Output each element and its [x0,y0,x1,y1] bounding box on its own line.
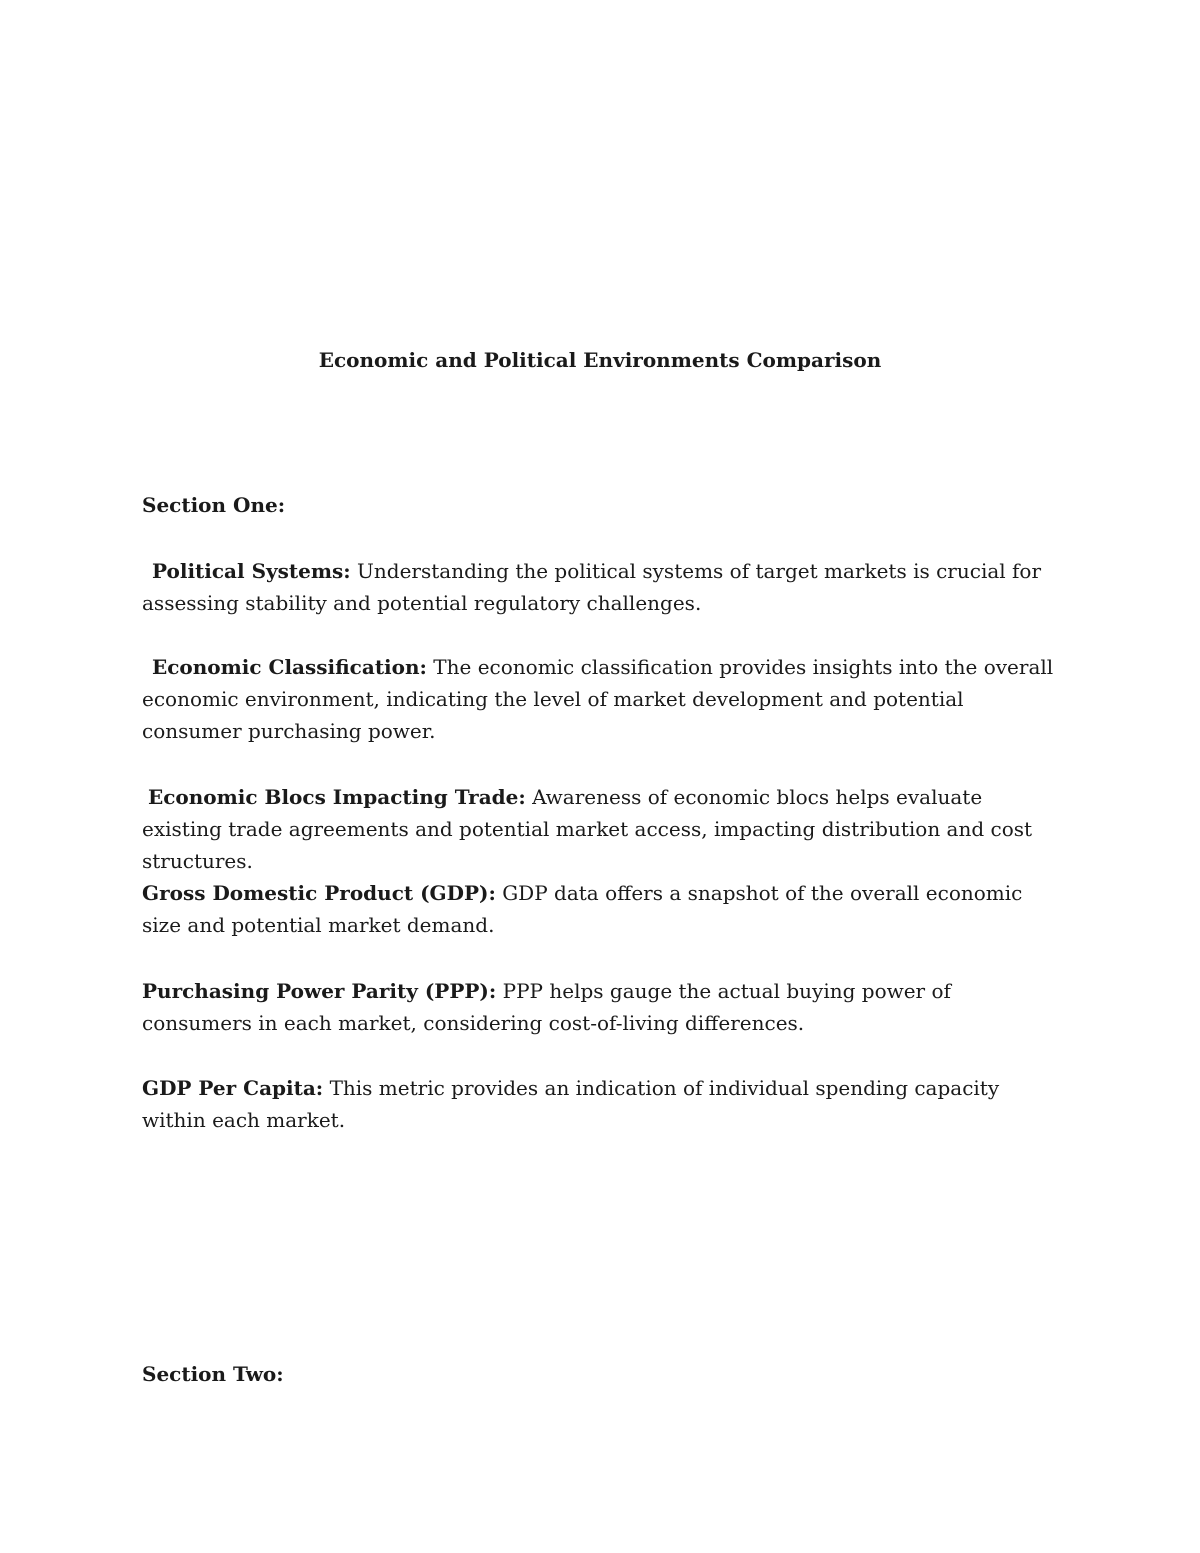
text-economic-blocs: Awareness of economic blocs helps evaluate existing trade agreements and potential market access, impacting distribution and cost structures. [142,785,1033,873]
section-one-heading: Section One: [142,493,286,517]
paragraph-economic-blocs [142,781,1067,877]
term-economic-blocs: Economic Blocs Impacting Trade: [148,785,526,809]
section-two-heading: Section Two: [142,1362,284,1386]
paragraph-gdp [142,877,1067,941]
paragraph-political-systems [142,555,1067,619]
document-title: Economic and Political Environments Comparison [318,348,882,372]
text-gdp-per-capita: This metric provides an indication of individual spending capacity within each market. [142,1076,1000,1132]
text-economic-classification: The economic classification provides insights into the overall economic environment, indicating the level of market development and potential consumer purchasing power. [142,655,1054,743]
paragraph-ppp [142,975,1067,1039]
text-ppp: PPP helps gauge the actual buying power of consumers in each market, considering cost-of-living differences. [142,979,951,1035]
term-political-systems: Political Systems: [152,559,351,583]
term-gdp-per-capita: GDP Per Capita: [142,1076,324,1100]
paragraph-economic-classification [142,651,1067,747]
paragraph-gdp-per-capita [142,1072,1067,1136]
term-gdp: Gross Domestic Product (GDP): [142,881,496,905]
term-economic-classification: Economic Classification: [152,655,427,679]
term-ppp: Purchasing Power Parity (PPP): [142,979,497,1003]
text-political-systems: Understanding the political systems of target markets is crucial for assessing stability and potential regulatory challenges. [142,559,1042,615]
text-gdp: GDP data offers a snapshot of the overall economic size and potential market demand. [142,881,1023,937]
